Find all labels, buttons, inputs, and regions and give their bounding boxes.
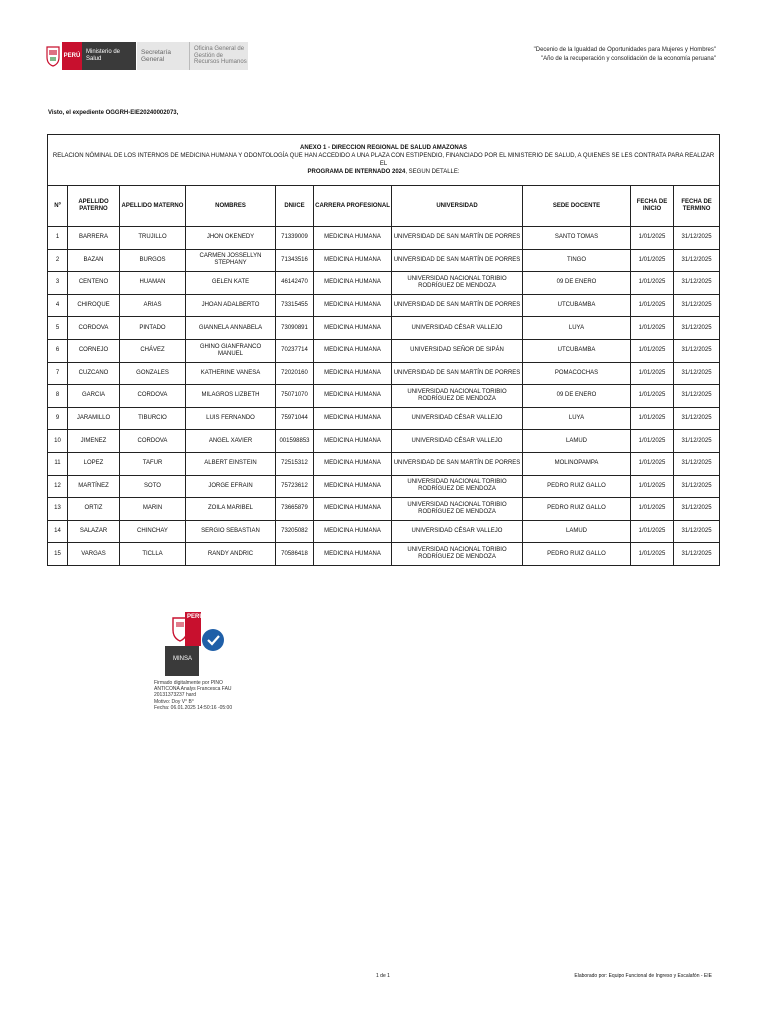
cell-carrera: MEDICINA HUMANA [314,452,392,475]
cell-dni: 73665879 [276,498,314,521]
cell-sede: LUYA [523,317,631,340]
cell-termino: 31/12/2025 [674,385,720,408]
cell-apellido-paterno: CUZCANO [68,362,120,385]
cell-apellido-materno: TICLLA [120,543,186,566]
cell-n: 4 [48,294,68,317]
cell-sede: UTCUBAMBA [523,294,631,317]
cell-n: 5 [48,317,68,340]
cell-carrera: MEDICINA HUMANA [314,430,392,453]
cell-nombres: RANDY ANDRIC [186,543,276,566]
table-row [48,227,720,250]
cell-inicio: 1/01/2025 [631,543,674,566]
seal-minsa-label: MINSA [173,656,193,662]
cell-termino: 31/12/2025 [674,317,720,340]
cell-universidad: UNIVERSIDAD DE SAN MARTÍN DE PORRES [392,294,523,317]
cell-universidad: UNIVERSIDAD CÉSAR VALLEJO [392,430,523,453]
cell-sede: MOLINOPAMPA [523,452,631,475]
cell-apellido-materno: CORDOVA [120,385,186,408]
cell-sede: 09 DE ENERO [523,272,631,295]
cell-universidad: UNIVERSIDAD DE SAN MARTÍN DE PORRES [392,249,523,272]
cell-n: 14 [48,520,68,543]
cell-carrera: MEDICINA HUMANA [314,339,392,362]
cell-sede: POMACOCHAS [523,362,631,385]
cell-universidad: UNIVERSIDAD DE SAN MARTÍN DE PORRES [392,362,523,385]
cell-apellido-paterno: CORNEJO [68,339,120,362]
cell-termino: 31/12/2025 [674,227,720,250]
seal-peru-label: PERÚ [185,612,201,646]
cell-dni: 70586418 [276,543,314,566]
table-row [48,385,720,408]
cell-carrera: MEDICINA HUMANA [314,407,392,430]
cell-apellido-materno: TIBURCIO [120,407,186,430]
interns-table [47,134,720,566]
cell-inicio: 1/01/2025 [631,317,674,340]
cell-termino: 31/12/2025 [674,294,720,317]
header-logo [46,40,248,72]
cell-sede: PEDRO RUIZ GALLO [523,475,631,498]
cell-apellido-paterno: JIMENEZ [68,430,120,453]
cell-apellido-paterno: CENTENO [68,272,120,295]
elaborado-por: Elaborado por: Equipo Funcional de Ingreso y Escalafón - EIE [574,973,712,979]
motto-line-2: "Año de la recuperación y consolidación de la economía peruana" [540,56,716,62]
cell-carrera: MEDICINA HUMANA [314,249,392,272]
cell-universidad: UNIVERSIDAD DE SAN MARTÍN DE PORRES [392,452,523,475]
cell-dni: 73205082 [276,520,314,543]
cell-carrera: MEDICINA HUMANA [314,362,392,385]
cell-apellido-paterno: VARGAS [68,543,120,566]
col-header-n: Nº [48,186,68,227]
cell-termino: 31/12/2025 [674,407,720,430]
cell-apellido-materno: TRUJILLO [120,227,186,250]
cell-apellido-paterno: LOPEZ [68,452,120,475]
table-title-cell [48,135,720,186]
cell-dni: 73315455 [276,294,314,317]
cell-inicio: 1/01/2025 [631,452,674,475]
secretaria-label: Secretaría General [136,42,189,70]
cell-n: 2 [48,249,68,272]
cell-n: 6 [48,339,68,362]
cell-dni: 71343516 [276,249,314,272]
col-header-sede: SEDE DOCENTE [523,186,631,227]
peru-label: PERÚ [62,42,82,70]
cell-inicio: 1/01/2025 [631,385,674,408]
cell-inicio: 1/01/2025 [631,272,674,295]
cell-apellido-materno: ARIAS [120,294,186,317]
cell-dni: 75071070 [276,385,314,408]
motto-line-1: "Decenio de la Igualdad de Oportunidades para Mujeres y Hombres" [533,47,716,53]
cell-carrera: MEDICINA HUMANA [314,543,392,566]
table-description: RELACION NÓMINAL DE LOS INTERNOS DE MEDICINA HUMANA Y ODONTOLOGÍA QUE HAN ACCEDIDO A UNA PLAZA CON ESTIPENDIO, FINANCIADO POR EL MINISTERIO DE SALUD, A QUIENES SE LES CONTRATA PARA REALIZAR EL PROGRAMA DE INTERNADO 2024, SEGUN DETALLE: [52,153,715,175]
cell-carrera: MEDICINA HUMANA [314,272,392,295]
cell-n: 11 [48,452,68,475]
cell-universidad: UNIVERSIDAD NACIONAL TORIBIO RODRÍGUEZ DE MENDOZA [392,498,523,521]
cell-n: 3 [48,272,68,295]
cell-sede: PEDRO RUIZ GALLO [523,498,631,521]
cell-inicio: 1/01/2025 [631,498,674,521]
col-header-apellido-materno: APELLIDO MATERNO [120,186,186,227]
cell-n: 8 [48,385,68,408]
cell-universidad: UNIVERSIDAD NACIONAL TORIBIO RODRÍGUEZ DE MENDOZA [392,385,523,408]
cell-inicio: 1/01/2025 [631,227,674,250]
cell-apellido-materno: SOTO [120,475,186,498]
cell-sede: SANTO TOMAS [523,227,631,250]
cell-sede: TINGO [523,249,631,272]
cell-inicio: 1/01/2025 [631,430,674,453]
cell-dni: 72515312 [276,452,314,475]
cell-n: 15 [48,543,68,566]
cell-n: 10 [48,430,68,453]
col-header-inicio: FECHA DE INICIO [631,186,674,227]
cell-n: 13 [48,498,68,521]
cell-sede: LAMUD [523,430,631,453]
cell-n: 7 [48,362,68,385]
table-row [48,498,720,521]
cell-nombres: ANGEL XAVIER [186,430,276,453]
cell-dni: 73090891 [276,317,314,340]
cell-termino: 31/12/2025 [674,475,720,498]
cell-inicio: 1/01/2025 [631,520,674,543]
cell-apellido-materno: CHINCHAY [120,520,186,543]
cell-carrera: MEDICINA HUMANA [314,385,392,408]
signature-line: Firmado digitalmente por PINO [154,680,223,686]
cell-apellido-materno: HUAMAN [120,272,186,295]
cell-apellido-paterno: CORDOVA [68,317,120,340]
cell-inicio: 1/01/2025 [631,339,674,362]
table-row [48,452,720,475]
cell-nombres: CARMEN JOSSELLYN STEPHANY [186,249,276,272]
ministerio-label: Ministerio de Salud [82,42,136,70]
cell-sede: LUYA [523,407,631,430]
table-row [48,520,720,543]
cell-apellido-paterno: GARCIA [68,385,120,408]
cell-termino: 31/12/2025 [674,339,720,362]
program-name: PROGRAMA DE INTERNADO 2024 [307,169,406,175]
cell-nombres: SERGIO SEBASTIAN [186,520,276,543]
table-row [48,294,720,317]
table-row [48,272,720,295]
signature-text [154,680,232,711]
cell-nombres: GIANNELA ANNABELA [186,317,276,340]
cell-nombres: GHINO GIANFRANCO MANUEL [186,339,276,362]
cell-universidad: UNIVERSIDAD CÉSAR VALLEJO [392,520,523,543]
cell-carrera: MEDICINA HUMANA [314,498,392,521]
table-row [48,339,720,362]
cell-universidad: UNIVERSIDAD NACIONAL TORIBIO RODRÍGUEZ DE MENDOZA [392,543,523,566]
cell-termino: 31/12/2025 [674,362,720,385]
cell-universidad: UNIVERSIDAD DE SAN MARTÍN DE PORRES [392,227,523,250]
cell-nombres: JORGE EFRAIN [186,475,276,498]
cell-nombres: JHON OKENEDY [186,227,276,250]
cell-universidad: UNIVERSIDAD CÉSAR VALLEJO [392,407,523,430]
cell-nombres: JHOAN ADALBERTO [186,294,276,317]
cell-apellido-paterno: BAZAN [68,249,120,272]
cell-dni: 001598853 [276,430,314,453]
cell-termino: 31/12/2025 [674,520,720,543]
cell-nombres: ALBERT EINSTEIN [186,452,276,475]
coat-of-arms-icon [46,45,60,67]
cell-dni: 46142470 [276,272,314,295]
cell-inicio: 1/01/2025 [631,407,674,430]
signature-line: ANTICONA Analys Francesca FAU [154,686,232,693]
signature-line: Motivo: Doy V° B° [154,698,194,705]
cell-universidad: UNIVERSIDAD NACIONAL TORIBIO RODRÍGUEZ DE MENDOZA [392,475,523,498]
col-header-termino: FECHA DE TERMINO [674,186,720,227]
table-body [48,227,720,566]
cell-apellido-paterno: JARAMILLO [68,407,120,430]
table-row [48,407,720,430]
cell-n: 1 [48,227,68,250]
col-header-dni: DNI/CE [276,186,314,227]
cell-universidad: UNIVERSIDAD NACIONAL TORIBIO RODRÍGUEZ DE MENDOZA [392,272,523,295]
cell-dni: 75971044 [276,407,314,430]
table-title: ANEXO 1 - DIRECCION REGIONAL DE SALUD AMAZONAS [300,145,468,151]
cell-nombres: ZOILA MARIBEL [186,498,276,521]
cell-dni: 72020160 [276,362,314,385]
cell-termino: 31/12/2025 [674,543,720,566]
cell-apellido-materno: MARIN [120,498,186,521]
table-header-row [48,186,720,227]
table-row [48,475,720,498]
cell-carrera: MEDICINA HUMANA [314,294,392,317]
table-row [48,317,720,340]
cell-apellido-materno: BURGOS [120,249,186,272]
cell-apellido-materno: PINTADO [120,317,186,340]
cell-nombres: MILAGROS LIZBETH [186,385,276,408]
signature-seal [165,612,227,681]
cell-dni: 70237714 [276,339,314,362]
cell-sede: 09 DE ENERO [523,385,631,408]
cell-nombres: LUIS FERNANDO [186,407,276,430]
cell-apellido-paterno: ORTIZ [68,498,120,521]
cell-apellido-materno: CORDOVA [120,430,186,453]
cell-termino: 31/12/2025 [674,452,720,475]
cell-inicio: 1/01/2025 [631,249,674,272]
signature-line: Fecha: 06.01.2025 14:50:16 -05:00 [154,704,233,711]
cell-termino: 31/12/2025 [674,249,720,272]
cell-termino: 31/12/2025 [674,272,720,295]
cell-universidad: UNIVERSIDAD SEÑOR DE SIPÁN [392,339,523,362]
cell-nombres: GELEN KATE [186,272,276,295]
col-header-apellido-paterno: APELLIDO PATERNO [68,186,120,227]
cell-sede: PEDRO RUIZ GALLO [523,543,631,566]
col-header-nombres: NOMBRES [186,186,276,227]
cell-termino: 31/12/2025 [674,498,720,521]
col-header-universidad: UNIVERSIDAD [392,186,523,227]
cell-carrera: MEDICINA HUMANA [314,475,392,498]
cell-carrera: MEDICINA HUMANA [314,317,392,340]
visto-text: Visto, el expediente OGGRH-EIE20240002073, [48,110,179,116]
cell-dni: 71339009 [276,227,314,250]
cell-dni: 75723612 [276,475,314,498]
cell-carrera: MEDICINA HUMANA [314,520,392,543]
cell-apellido-paterno: CHIROQUE [68,294,120,317]
oficina-label: Oficina General de Gestión de Recursos Humanos [189,42,248,70]
table-row [48,430,720,453]
cell-termino: 31/12/2025 [674,430,720,453]
cell-n: 9 [48,407,68,430]
cell-apellido-materno: CHÁVEZ [120,339,186,362]
cell-apellido-paterno: BARRERA [68,227,120,250]
cell-apellido-materno: GONZALES [120,362,186,385]
page-number: 1 de 1 [376,973,390,979]
cell-inicio: 1/01/2025 [631,362,674,385]
table-row [48,543,720,566]
col-header-carrera: CARRERA PROFESIONAL [314,186,392,227]
signature-line: 20131373237 hard [154,692,196,699]
mottos [534,46,716,64]
cell-inicio: 1/01/2025 [631,475,674,498]
cell-sede: LAMUD [523,520,631,543]
table-row [48,249,720,272]
cell-inicio: 1/01/2025 [631,294,674,317]
cell-n: 12 [48,475,68,498]
cell-carrera: MEDICINA HUMANA [314,227,392,250]
cell-apellido-materno: TAFUR [120,452,186,475]
table-row [48,362,720,385]
cell-nombres: KATHERINE VANESA [186,362,276,385]
cell-sede: UTCUBAMBA [523,339,631,362]
cell-apellido-paterno: SALAZAR [68,520,120,543]
cell-universidad: UNIVERSIDAD CÉSAR VALLEJO [392,317,523,340]
cell-apellido-paterno: MARTÍNEZ [68,475,120,498]
